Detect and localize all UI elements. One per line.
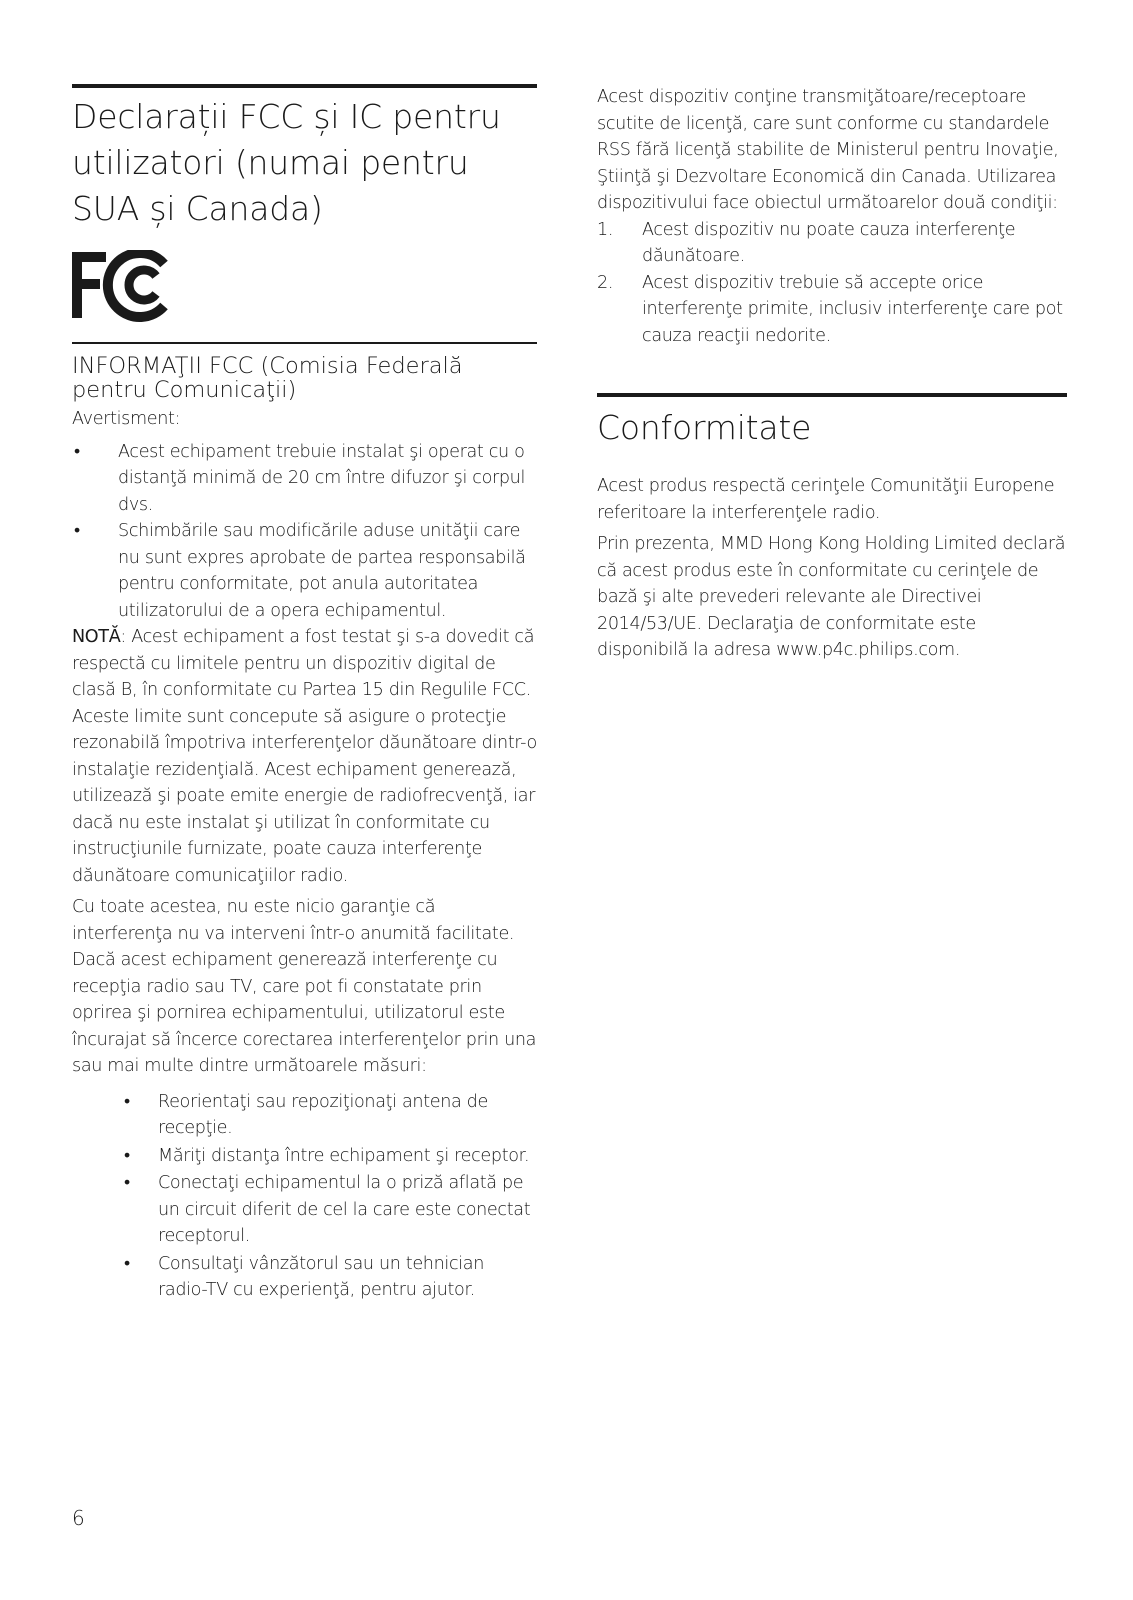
fcc-heading: INFORMAŢII FCC (Comisia Federală pentru Comunicaţii) xyxy=(72,353,463,403)
measures-list xyxy=(72,1089,537,1304)
note-paragraph: NOTĂ: Acest echipament a fost testat şi s-a dovedit că respectă cu limitele pentru un dispozitiv digital de clasă B, în conformitate cu Partea 15 din Regulile FCC. Aceste limite sunt concepute să asigure o protecţie rezonabilă împotriva interferenţelor dăunătoare dintr-o instalaţie rezidenţială. Acest echipament generează, utilizează şi poate emite energie de radiofrecvenţă, iar dacă nu este instalat şi utilizat în conformitate cu instrucţiunile furnizate, poate cauza interferenţe dăunătoare comunicaţiilor radio. xyxy=(72,627,537,886)
list-number: 2. xyxy=(597,272,614,293)
list-item: • Schimbările sau modificările aduse unităţii care nu sunt expres aprobate de partea responsabilă pentru conformitate, pot anula autoritatea utilizatorului de a opera echipamentul. xyxy=(72,518,537,624)
page-title: Declarații FCC și IC pentru utilizatori (numai pentru SUA și Canada) xyxy=(72,97,501,228)
list-item: 2. Acest dispozitiv trebuie să accepte orice interferenţe primite, inclusiv interferenţe care pot cauza reacţii nedorite. xyxy=(597,270,1067,350)
logo-text: FC xyxy=(72,250,74,251)
warning-label: Avertisment: xyxy=(72,409,181,429)
guarantee-paragraph: Cu toate acestea, nu este nicio garanţie că interferenţa nu va interveni într-o anumită facilitate. Dacă acest echipament generează interferenţe cu recepţia radio sau TV, care pot fi constatate prin oprirea şi pornirea echipamentului, utilizatorul este încurajat să încerce corectarea interferenţelor prin una sau mai multe dintre următoarele măsuri: xyxy=(72,897,537,1076)
list-item: • Conectaţi echipamentul la o priză aflată pe un circuit diferit de cel la care este conectat receptorul. xyxy=(72,1170,537,1250)
section-rule xyxy=(597,393,1067,397)
bullet-mark: • xyxy=(74,441,80,462)
conditions-list xyxy=(597,217,1067,350)
ic-paragraph: Acest dispozitiv conţine transmiţătoare/receptoare scutite de licenţă, care sunt conforme cu standardele RSS fără licenţă stabilite de Ministerul pentru Inovaţie, Ştiinţă şi Dezvoltare Economică din Canada. Utilizarea dispozitivului face obiectul următoarelor două condiţii: xyxy=(597,87,1059,213)
left-column xyxy=(72,84,537,1304)
subsection-rule xyxy=(72,342,537,344)
section-rule xyxy=(72,84,537,88)
bullet-mark: • xyxy=(74,521,80,541)
bullet-mark: • xyxy=(124,1145,130,1166)
fcc-logo-icon xyxy=(72,250,172,322)
page-number: 6 xyxy=(72,1506,85,1530)
conformity-paragraph-1: Acest produs respectă cerinţele Comunităţii Europene referitoare la interferenţele radio. xyxy=(597,476,1055,523)
note-label: NOTĂ xyxy=(72,627,121,647)
list-item: • Măriţi distanţa între echipament şi receptor. xyxy=(72,1143,537,1170)
conformity-paragraph-2: Prin prezenta, MMD Hong Kong Holding Limited declară că acest produs este în conformitate cu cerinţele de bază şi alte prevederi relevante ale Directivei 2014/53/UE. Declaraţia de conformitate este disponibilă la adresa www.p4c.philips.com. xyxy=(597,534,1066,660)
conformity-title: Conformitate xyxy=(597,408,812,447)
warnings-list xyxy=(72,439,537,625)
list-item: • Reorientaţi sau repoziţionaţi antena de recepţie. xyxy=(72,1089,537,1142)
list-number: 1. xyxy=(597,219,614,240)
list-item: 1. Acest dispozitiv nu poate cauza interferenţe dăunătoare. xyxy=(597,217,1067,270)
list-item: • Consultaţi vânzătorul sau un tehnician radio-TV cu experienţă, pentru ajutor. xyxy=(72,1251,537,1304)
fcc-logo xyxy=(72,250,537,322)
bullet-mark: • xyxy=(124,1173,130,1193)
bullet-mark: • xyxy=(124,1253,130,1274)
right-column xyxy=(597,84,1067,664)
bullet-mark: • xyxy=(124,1091,130,1112)
list-item: • Acest echipament trebuie instalat şi operat cu o distanţă minimă de 20 cm între difuzor şi corpul dvs. xyxy=(72,439,537,519)
